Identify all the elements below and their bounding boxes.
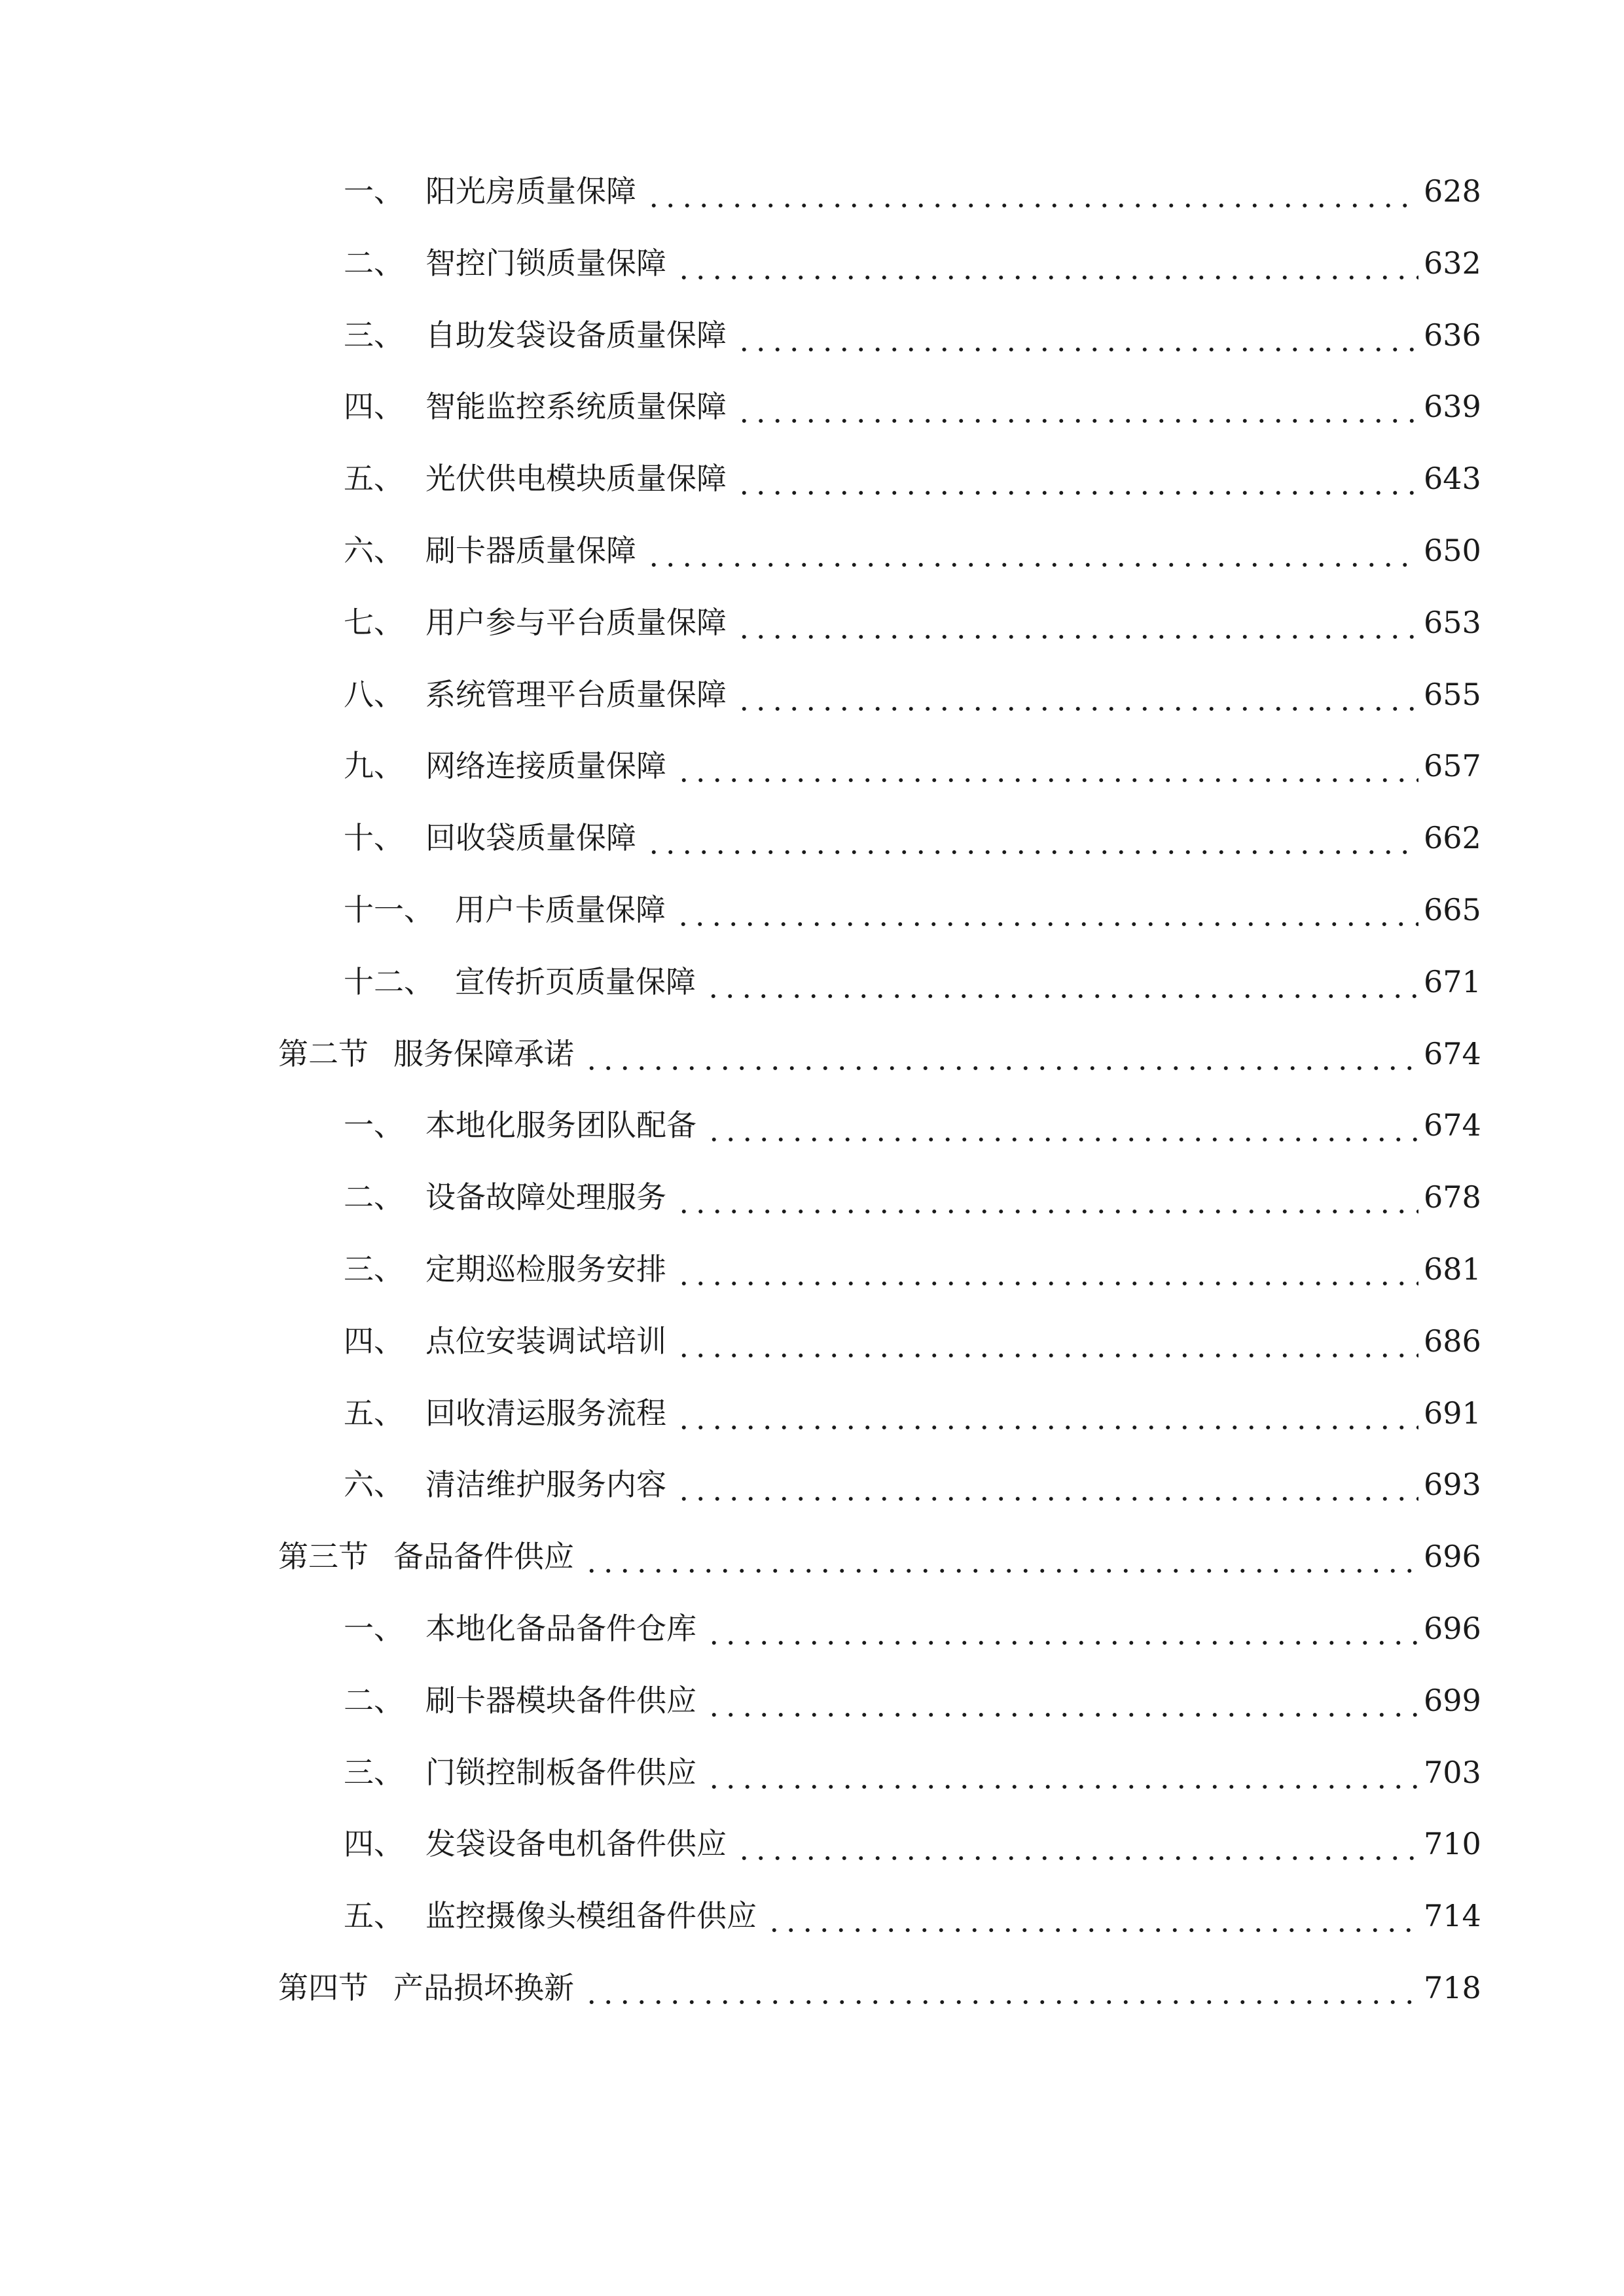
toc-subsection-entry[interactable] [344,1315,1481,1367]
toc-subsection-entry[interactable] [344,452,1481,505]
toc-entry-number: 十二、 [344,964,434,999]
toc-subsection-entry[interactable] [344,237,1481,289]
toc-entry-title: 智能监控系统质量保障 [425,389,727,424]
toc-entry-number: 一、 [344,1611,404,1646]
toc-entry-title: 服务保障承诺 [393,1036,574,1071]
toc-subsection-entry[interactable] [344,1746,1481,1799]
toc-entry-page-number: 686 [1424,1323,1481,1359]
toc-entry-page-number: 632 [1424,245,1481,281]
toc-entry-page-number: 628 [1424,173,1481,209]
toc-entry-title: 备品备件供应 [393,1539,574,1574]
toc-entry-number: 第三节 [278,1539,369,1574]
dot-leader [736,1818,1418,1870]
toc-entry-page-number: 653 [1424,605,1481,640]
toc-entry-page-number: 693 [1424,1467,1481,1502]
toc-entry-title: 用户参与平台质量保障 [425,605,727,640]
dot-leader [583,1530,1418,1583]
toc-entry-title: 网络连接质量保障 [425,748,666,783]
toc-entry-title: 智控门锁质量保障 [425,245,666,281]
toc-subsection-entry[interactable] [344,524,1481,577]
dot-leader [676,237,1418,289]
toc-entry-title: 宣传折页质量保障 [455,964,696,999]
toc-entry-number: 七、 [344,605,404,640]
toc-entry-number: 三、 [344,317,404,353]
toc-entry-number: 一、 [344,1107,404,1143]
dot-leader [736,668,1418,721]
toc-subsection-entry[interactable] [344,1458,1481,1511]
toc-subsection-entry[interactable] [344,1602,1481,1655]
toc-entry-title: 刷卡器质量保障 [425,533,636,568]
toc-entry-page-number: 671 [1424,964,1481,999]
toc-entry-number: 三、 [344,1755,404,1790]
toc-entry-page-number: 696 [1424,1539,1481,1574]
toc-subsection-entry[interactable] [344,668,1481,721]
toc-entry-page-number: 674 [1424,1107,1481,1143]
dot-leader [583,1962,1418,2014]
toc-entry-title: 本地化服务团队配备 [425,1107,696,1143]
dot-leader [676,1243,1418,1295]
toc-subsection-entry[interactable] [344,309,1481,361]
toc-entry-page-number: 665 [1424,892,1481,927]
toc-entry-page-number: 714 [1424,1898,1481,1933]
toc-subsection-entry[interactable] [344,1171,1481,1223]
toc-section-entry[interactable] [278,1028,1481,1080]
toc-entry-page-number: 710 [1424,1826,1481,1861]
dot-leader [706,1602,1418,1655]
toc-subsection-entry[interactable] [344,1099,1481,1151]
toc-entry-number: 五、 [344,1395,404,1431]
toc-entry-number: 六、 [344,1467,404,1502]
dot-leader [676,1387,1418,1439]
toc-subsection-entry[interactable] [344,1387,1481,1439]
dot-leader [736,596,1418,649]
toc-subsection-entry[interactable] [344,1674,1481,1727]
dot-leader [736,452,1418,505]
dot-leader [645,165,1418,217]
dot-leader [766,1890,1418,1942]
toc-entry-title: 光伏供电模块质量保障 [425,461,727,496]
toc-entry-title: 回收袋质量保障 [425,820,636,855]
toc-entry-page-number: 655 [1424,677,1481,712]
toc-subsection-entry[interactable] [344,596,1481,649]
dot-leader [706,1746,1418,1799]
toc-subsection-entry[interactable] [344,380,1481,433]
toc-entry-number: 四、 [344,389,404,424]
toc-subsection-entry[interactable] [344,740,1481,792]
toc-entry-number: 十一、 [344,892,434,927]
toc-entry-page-number: 681 [1424,1251,1481,1287]
toc-subsection-entry[interactable] [344,1243,1481,1295]
toc-entry-page-number: 691 [1424,1395,1481,1431]
toc-entry-page-number: 657 [1424,748,1481,783]
toc-subsection-entry[interactable] [344,956,1481,1008]
toc-entry-title: 产品损坏换新 [393,1970,574,2005]
dot-leader [736,309,1418,361]
toc-entry-title: 定期巡检服务安排 [425,1251,666,1287]
toc-subsection-entry[interactable] [344,1818,1481,1870]
toc-entry-page-number: 650 [1424,533,1481,568]
toc-entry-title: 门锁控制板备件供应 [425,1755,696,1790]
toc-entry-page-number: 639 [1424,389,1481,424]
dot-leader [676,740,1418,792]
dot-leader [736,380,1418,433]
toc-section-entry[interactable] [278,1962,1481,2014]
dot-leader [675,884,1418,936]
dot-leader [645,812,1418,864]
toc-entry-title: 设备故障处理服务 [425,1179,666,1215]
toc-entry-title: 系统管理平台质量保障 [425,677,727,712]
toc-entry-title: 用户卡质量保障 [455,892,666,927]
toc-entry-title: 阳光房质量保障 [425,173,636,209]
toc-entry-page-number: 643 [1424,461,1481,496]
toc-entry-number: 四、 [344,1323,404,1359]
toc-subsection-entry[interactable] [344,1890,1481,1942]
toc-subsection-entry[interactable] [344,812,1481,864]
toc-entry-number: 二、 [344,245,404,281]
dot-leader [676,1171,1418,1223]
dot-leader [676,1315,1418,1367]
toc-entry-page-number: 703 [1424,1755,1481,1790]
toc-entry-page-number: 699 [1424,1683,1481,1718]
toc-entry-number: 第四节 [278,1970,369,2005]
toc-entry-number: 第二节 [278,1036,369,1071]
dot-leader [645,524,1418,577]
toc-entry-page-number: 678 [1424,1179,1481,1215]
dot-leader [676,1458,1418,1511]
toc-entry-number: 二、 [344,1683,404,1718]
toc-entry-page-number: 674 [1424,1036,1481,1071]
toc-entry-number: 五、 [344,1898,404,1933]
toc-entry-number: 六、 [344,533,404,568]
toc-entry-title: 回收清运服务流程 [425,1395,666,1431]
toc-entry-title: 监控摄像头模组备件供应 [425,1898,757,1933]
toc-entry-title: 刷卡器模块备件供应 [425,1683,696,1718]
toc-entry-title: 本地化备品备件仓库 [425,1611,696,1646]
toc-section-entry[interactable] [278,1530,1481,1583]
dot-leader [706,1674,1418,1727]
toc-entry-number: 八、 [344,677,404,712]
dot-leader [705,956,1418,1008]
toc-entry-page-number: 636 [1424,317,1481,353]
toc-entry-number: 一、 [344,173,404,209]
toc-entry-title: 自助发袋设备质量保障 [425,317,727,353]
toc-entry-title: 发袋设备电机备件供应 [425,1826,727,1861]
dot-leader [706,1099,1418,1151]
toc-subsection-entry[interactable] [344,884,1481,936]
toc-entry-page-number: 662 [1424,820,1481,855]
toc-entry-number: 三、 [344,1251,404,1287]
toc-entry-number: 十、 [344,820,404,855]
toc-entry-number: 五、 [344,461,404,496]
toc-entry-number: 四、 [344,1826,404,1861]
toc-entry-title: 点位安装调试培训 [425,1323,666,1359]
toc-entry-page-number: 718 [1424,1970,1481,2005]
dot-leader [583,1028,1418,1080]
toc-entry-title: 清洁维护服务内容 [425,1467,666,1502]
toc-entry-number: 九、 [344,748,404,783]
toc-entry-page-number: 696 [1424,1611,1481,1646]
toc-entry-number: 二、 [344,1179,404,1215]
toc-subsection-entry[interactable] [344,165,1481,217]
